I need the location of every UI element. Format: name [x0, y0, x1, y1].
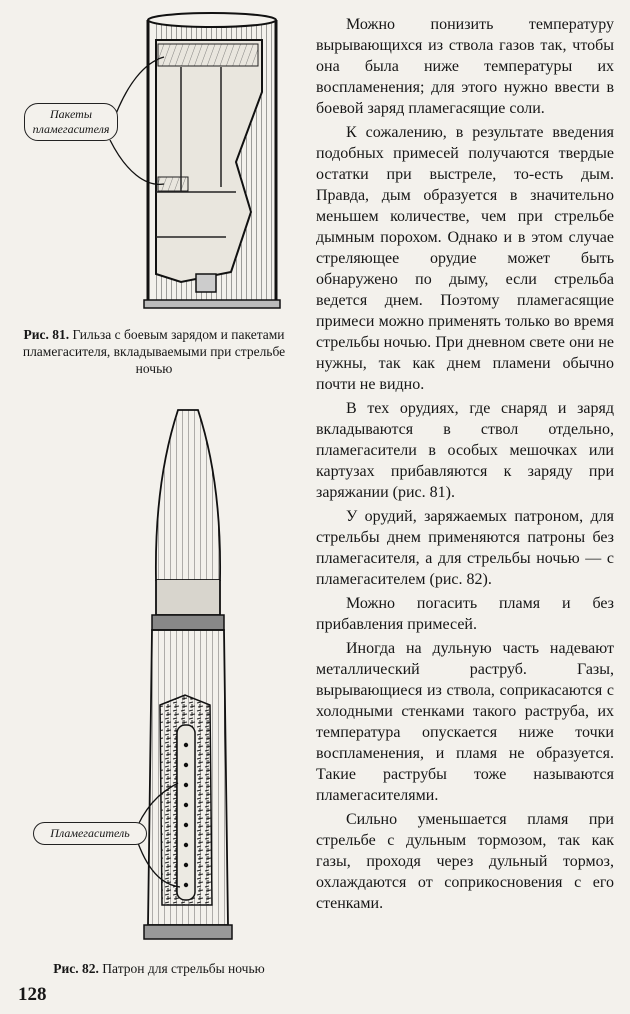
- callout-flash-suppressor-packets: Пакеты пламегасителя: [24, 103, 118, 141]
- figure-81-label: Рис. 81.: [23, 327, 70, 342]
- paragraph: У орудий, заряжаемых патроном, для стрельбы днем применяются патроны без пламегасителя, а для стрельбы ночью — с пламегасителем (рис. 82).: [316, 508, 614, 588]
- figure-82-caption: [28, 960, 290, 977]
- body-text-column: [316, 14, 614, 917]
- figure-81-illustration: [86, 12, 286, 312]
- figure-82-caption-text: Патрон для стрельбы ночью: [102, 961, 265, 976]
- paragraph: В тех орудиях, где снаряд и заряд вкладываются в ствол отдельно, пламегасители в особых мешочках или картузах прибавляются к заряду при заряжании (рис. 81).: [316, 400, 614, 501]
- figure-82-illustration: [20, 405, 310, 950]
- figure-81-caption-text: Гильза с боевым зарядом и пакетами пламегасителя, вкладываемыми при стрельбе ночью: [22, 327, 286, 376]
- paragraph: Можно понизить температуру вырывающихся из ствола газов так, чтобы она была ниже температуры их воспламенения; для этого нужно ввести в боевой заряд пламегасящие соли.: [316, 16, 614, 117]
- figure-81-caption: [16, 326, 292, 377]
- paragraph: Сильно уменьшается пламя при стрельбе с дульным тормозом, так как газы, проходя через дульный тормоз, охлаждаются от соприкосновения с его стенками.: [316, 811, 614, 912]
- paragraph: К сожалению, в результате введения подобных примесей получаются твердые остатки при выстреле, то-есть дым. Правда, дым образуется в значительно меньшем количестве, чем при стрельбе дымным порохом. Однако и в этом случае стреляющее орудие может быть обнаружено по дыму, если стрельба ведется днем. Поэтому пламегасящие примеси можно применять только во время стрельбы ночью. При дневном свете они не нужны, так как днем пламени обычно почти не видно.: [316, 124, 614, 393]
- page-number: 128: [18, 984, 47, 1005]
- paragraph: Иногда на дульную часть надевают металлический раструб. Газы, вырывающиеся из ствола, соприкасаются с холодными стенками такого раструба, их температура опускается ниже точки воспламенения, и пламя не образуется. Такие раструбы тоже называются пламегасителями.: [316, 640, 614, 804]
- figure-82-label: Рис. 82.: [53, 961, 99, 976]
- paragraph: Можно погасить пламя и без прибавления примесей.: [316, 595, 614, 633]
- callout-flash-suppressor: Пламегаситель: [33, 822, 147, 845]
